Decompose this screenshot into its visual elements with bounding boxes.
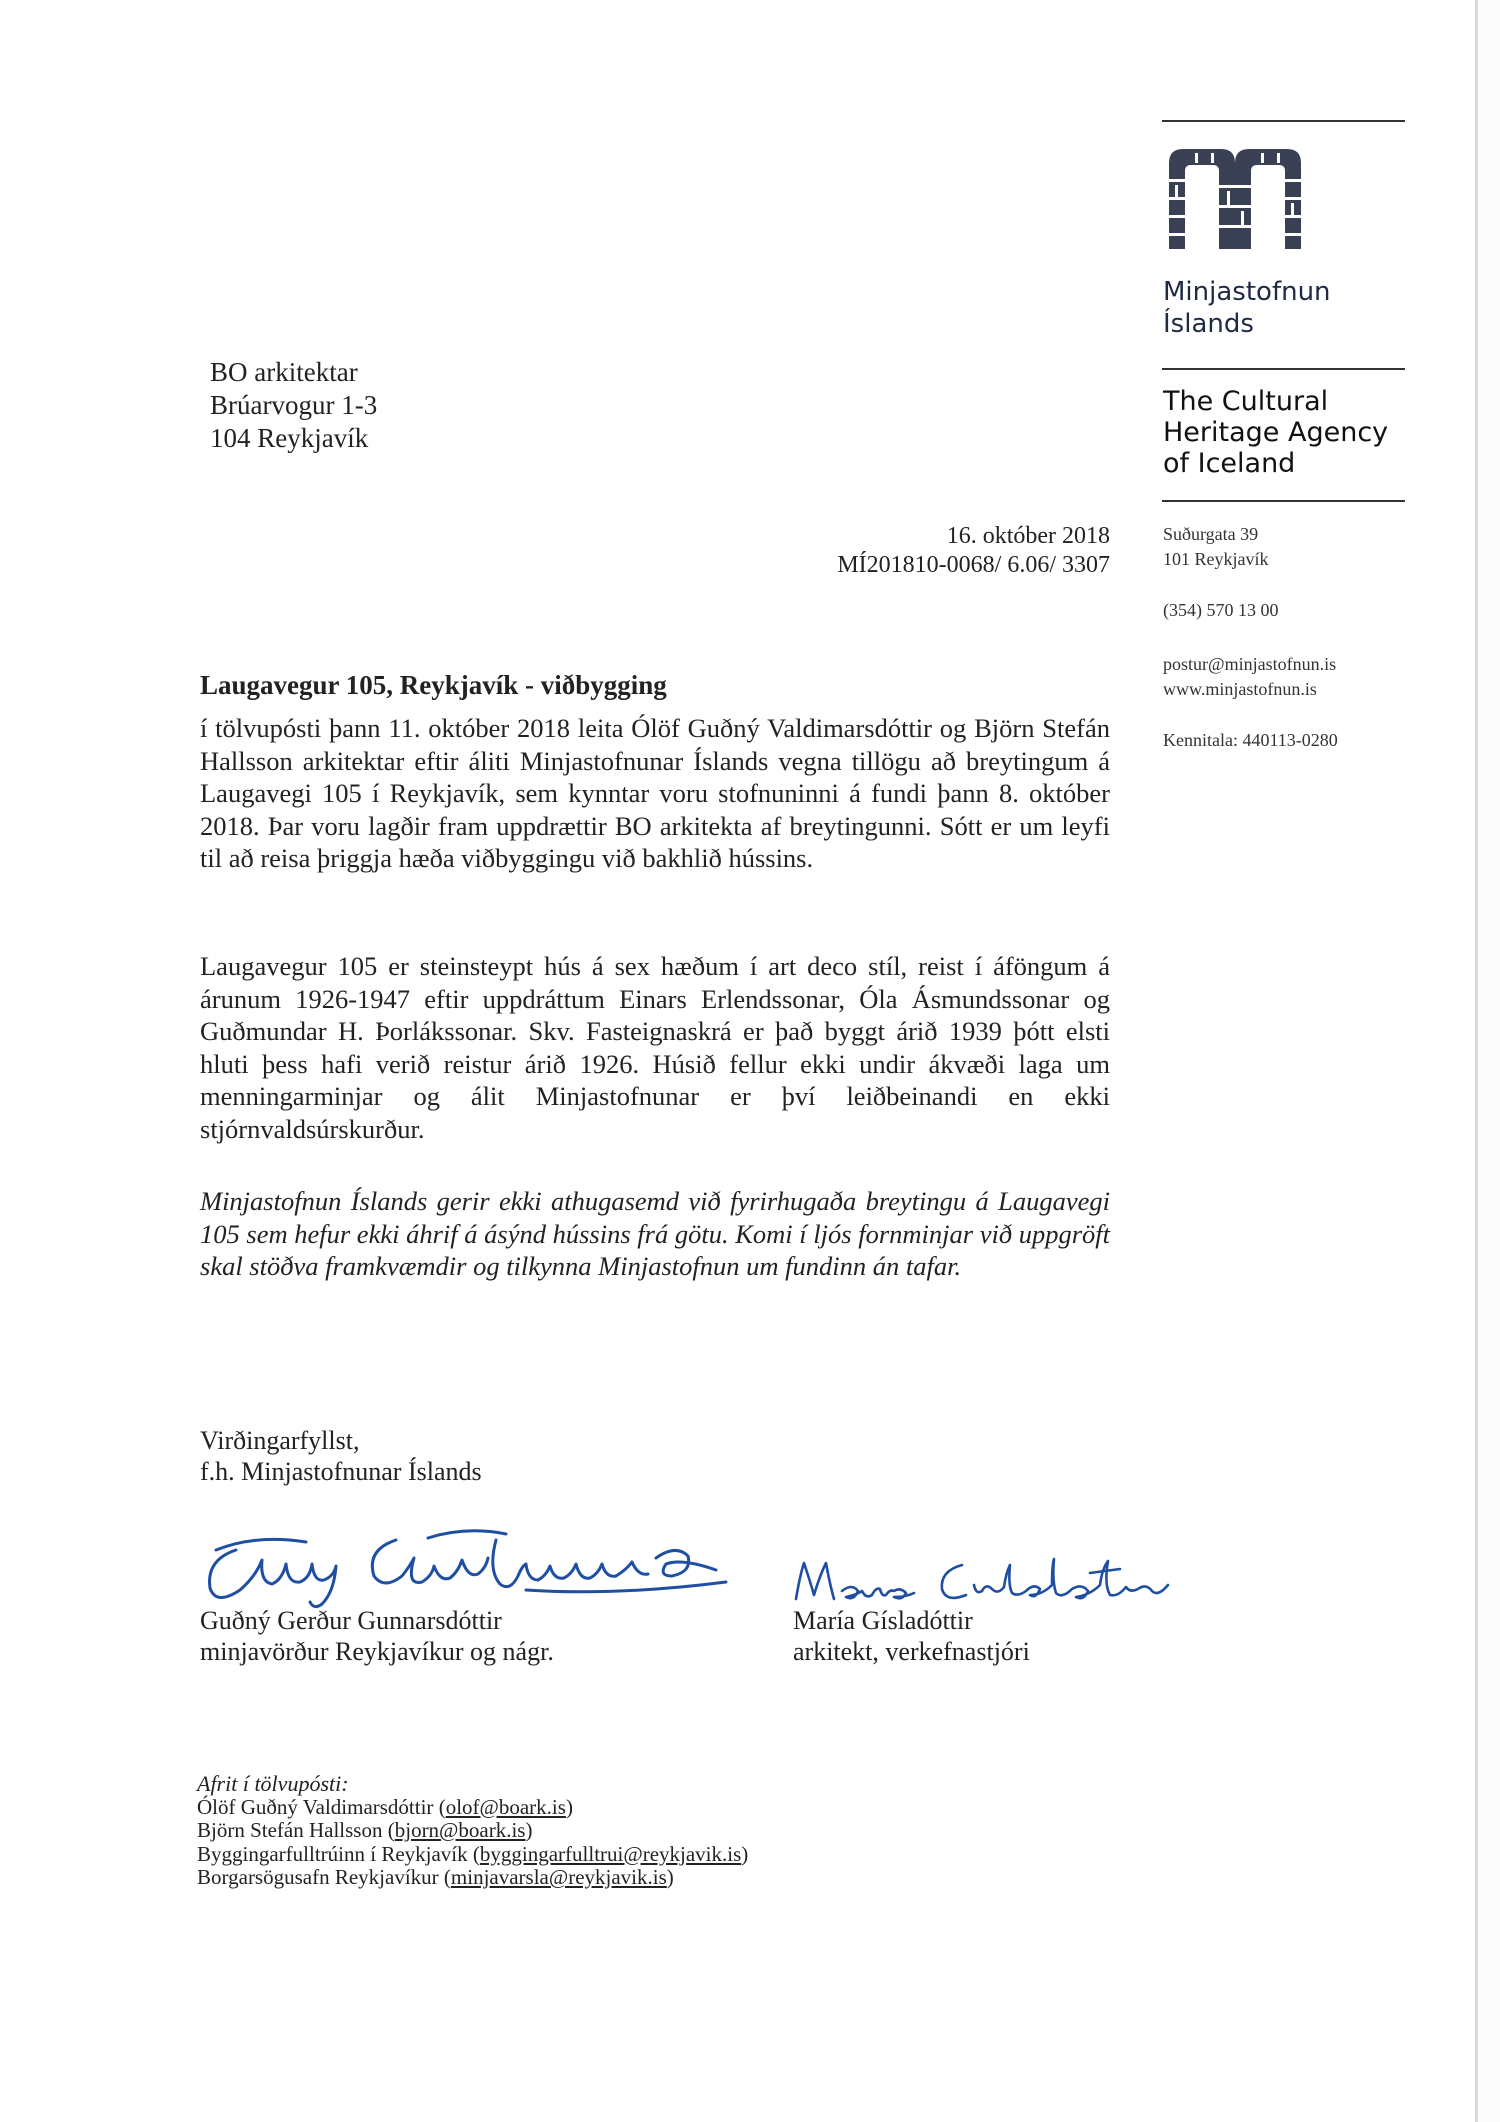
signer-name: Guðný Gerður Gunnarsdóttir: [200, 1606, 502, 1635]
agency-name-en-line: The Cultural: [1163, 386, 1329, 417]
recipient-address: [210, 356, 377, 455]
sidebar-rule-middle: [1162, 368, 1405, 370]
cc-entry: Borgarsögusafn Reykjavíkur (minjavarsla@reykjavik.is): [197, 1865, 674, 1889]
signer-name: María Gísladóttir: [793, 1606, 973, 1635]
agency-phone: (354) 570 13 00: [1163, 600, 1279, 620]
cc-email-link[interactable]: byggingarfulltrui@reykjavik.is: [479, 1841, 742, 1866]
address-line: 101 Reykjavík: [1163, 549, 1269, 569]
agency-name-en-line: Heritage Agency: [1163, 417, 1389, 448]
closing-salutation: Virðingarfyllst,: [200, 1426, 360, 1455]
cc-email-link[interactable]: bjorn@boark.is: [394, 1818, 526, 1842]
recipient-line: 104 Reykjavík: [210, 423, 369, 453]
cc-entry: Björn Stefán Hallsson (bjorn@boark.is): [197, 1818, 533, 1842]
letter-reference: MÍ201810-0068/ 6.06/ 3307: [837, 552, 1110, 578]
sidebar-rule-bottom: [1162, 500, 1405, 502]
agency-name-english: [1163, 386, 1388, 479]
agency-kennitala: Kennitala: 440113-0280: [1163, 730, 1338, 750]
signer-gudny: [200, 1605, 554, 1667]
agency-contact: [1163, 652, 1336, 702]
closing-on-behalf: f.h. Minjastofnunar Íslands: [200, 1457, 482, 1486]
cc-email-link[interactable]: minjavarsla@reykjavik.is: [450, 1865, 667, 1889]
scan-edge-shade: [1478, 0, 1500, 2122]
body-paragraph-2: Laugavegur 105 er steinsteypt hús á sex hæðum í art deco stíl, reist í áföngum á árunum 1926-1947 eftir uppdráttum Einars Erlendssonar, Óla Ásmundssonar og Guðmundar H. Þorlákssonar. Skv. Fasteignaskrá er það byggt árið 1939 þótt elsti hluti þess hafi verið reistur árið 1926. Húsið fellur ekki undir ákvæði laga um menningarminjar og álit Minjastofnunar er því leiðbeinandi en ekki stjórnvaldsúrskurður.: [200, 951, 1110, 1144]
agency-website[interactable]: www.minjastofnun.is: [1163, 679, 1317, 699]
agency-name-is-line: Íslands: [1163, 309, 1254, 339]
cc-email-link[interactable]: olof@boark.is: [445, 1794, 566, 1819]
date-reference-block: [760, 522, 1110, 580]
cc-name: Borgarsögusafn Reykjavíkur: [197, 1865, 439, 1889]
closing-block: [200, 1425, 482, 1487]
recipient-line: Brúarvogur 1-3: [210, 390, 378, 420]
agency-logo-icon: [1165, 145, 1305, 253]
body-paragraph-1: í tölvupósti þann 11. október 2018 leita Ólöf Guðný Valdimarsdóttir og Björn Stefán Hallsson arkitektar eftir áliti Minjastofnunar Íslands vegna tillögu að breytingum á Laugavegi 105 í Reykjavík, sem kynntar voru stofnuninni á fundi þann 8. október 2018. Þar voru lagðir fram uppdrættir BO arkitekta af breytingunni. Sótt er um leyfi til að reisa þriggja hæða viðbyggingu við bakhlið hússins.: [200, 713, 1110, 873]
address-line: Suðurgata 39: [1163, 524, 1259, 544]
cc-entry: Ólöf Guðný Valdimarsdóttir (olof@boark.is): [197, 1794, 573, 1819]
letter-date: 16. október 2018: [946, 523, 1110, 549]
cc-name: Byggingarfulltrúinn í Reykjavík: [197, 1841, 468, 1866]
cc-name: Ólöf Guðný Valdimarsdóttir: [197, 1794, 434, 1819]
scan-edge-line: [1475, 0, 1478, 2122]
signature-gudny-image: [196, 1520, 736, 1610]
cc-name: Björn Stefán Hallsson: [197, 1818, 383, 1842]
signer-maria: [793, 1605, 1030, 1667]
cc-entry: Byggingarfulltrúinn í Reykjavík (byggingarfulltrui@reykjavik.is): [197, 1841, 749, 1866]
agency-email[interactable]: postur@minjastofnun.is: [1163, 654, 1337, 674]
cc-title: Afrit í tölvupósti:: [197, 1771, 349, 1796]
agency-name-is-line: Minjastofnun: [1163, 277, 1331, 307]
agency-name-icelandic: [1163, 276, 1331, 340]
letter-subject: Laugavegur 105, Reykjavík - viðbygging: [200, 670, 667, 700]
recipient-line: BO arkitektar: [210, 357, 358, 387]
body-paragraph-conclusion: Minjastofnun Íslands gerir ekki athugasemd við fyrirhugaða breytingu á Laugavegi 105 sem hefur ekki áhrif á ásýnd hússins frá götu. Komi í ljós fornminjar við uppgröft skal stöðva framkvæmdir og tilkynna Minjastofnun um fundinn án tafar.: [200, 1186, 1110, 1281]
sidebar-rule-top: [1162, 120, 1405, 122]
signer-title: arkitekt, verkefnastjóri: [793, 1637, 1030, 1666]
agency-address: [1163, 522, 1269, 572]
agency-name-en-line: of Iceland: [1163, 448, 1296, 479]
signer-title: minjavörður Reykjavíkur og nágr.: [200, 1637, 554, 1666]
cc-block: [197, 1772, 748, 1890]
